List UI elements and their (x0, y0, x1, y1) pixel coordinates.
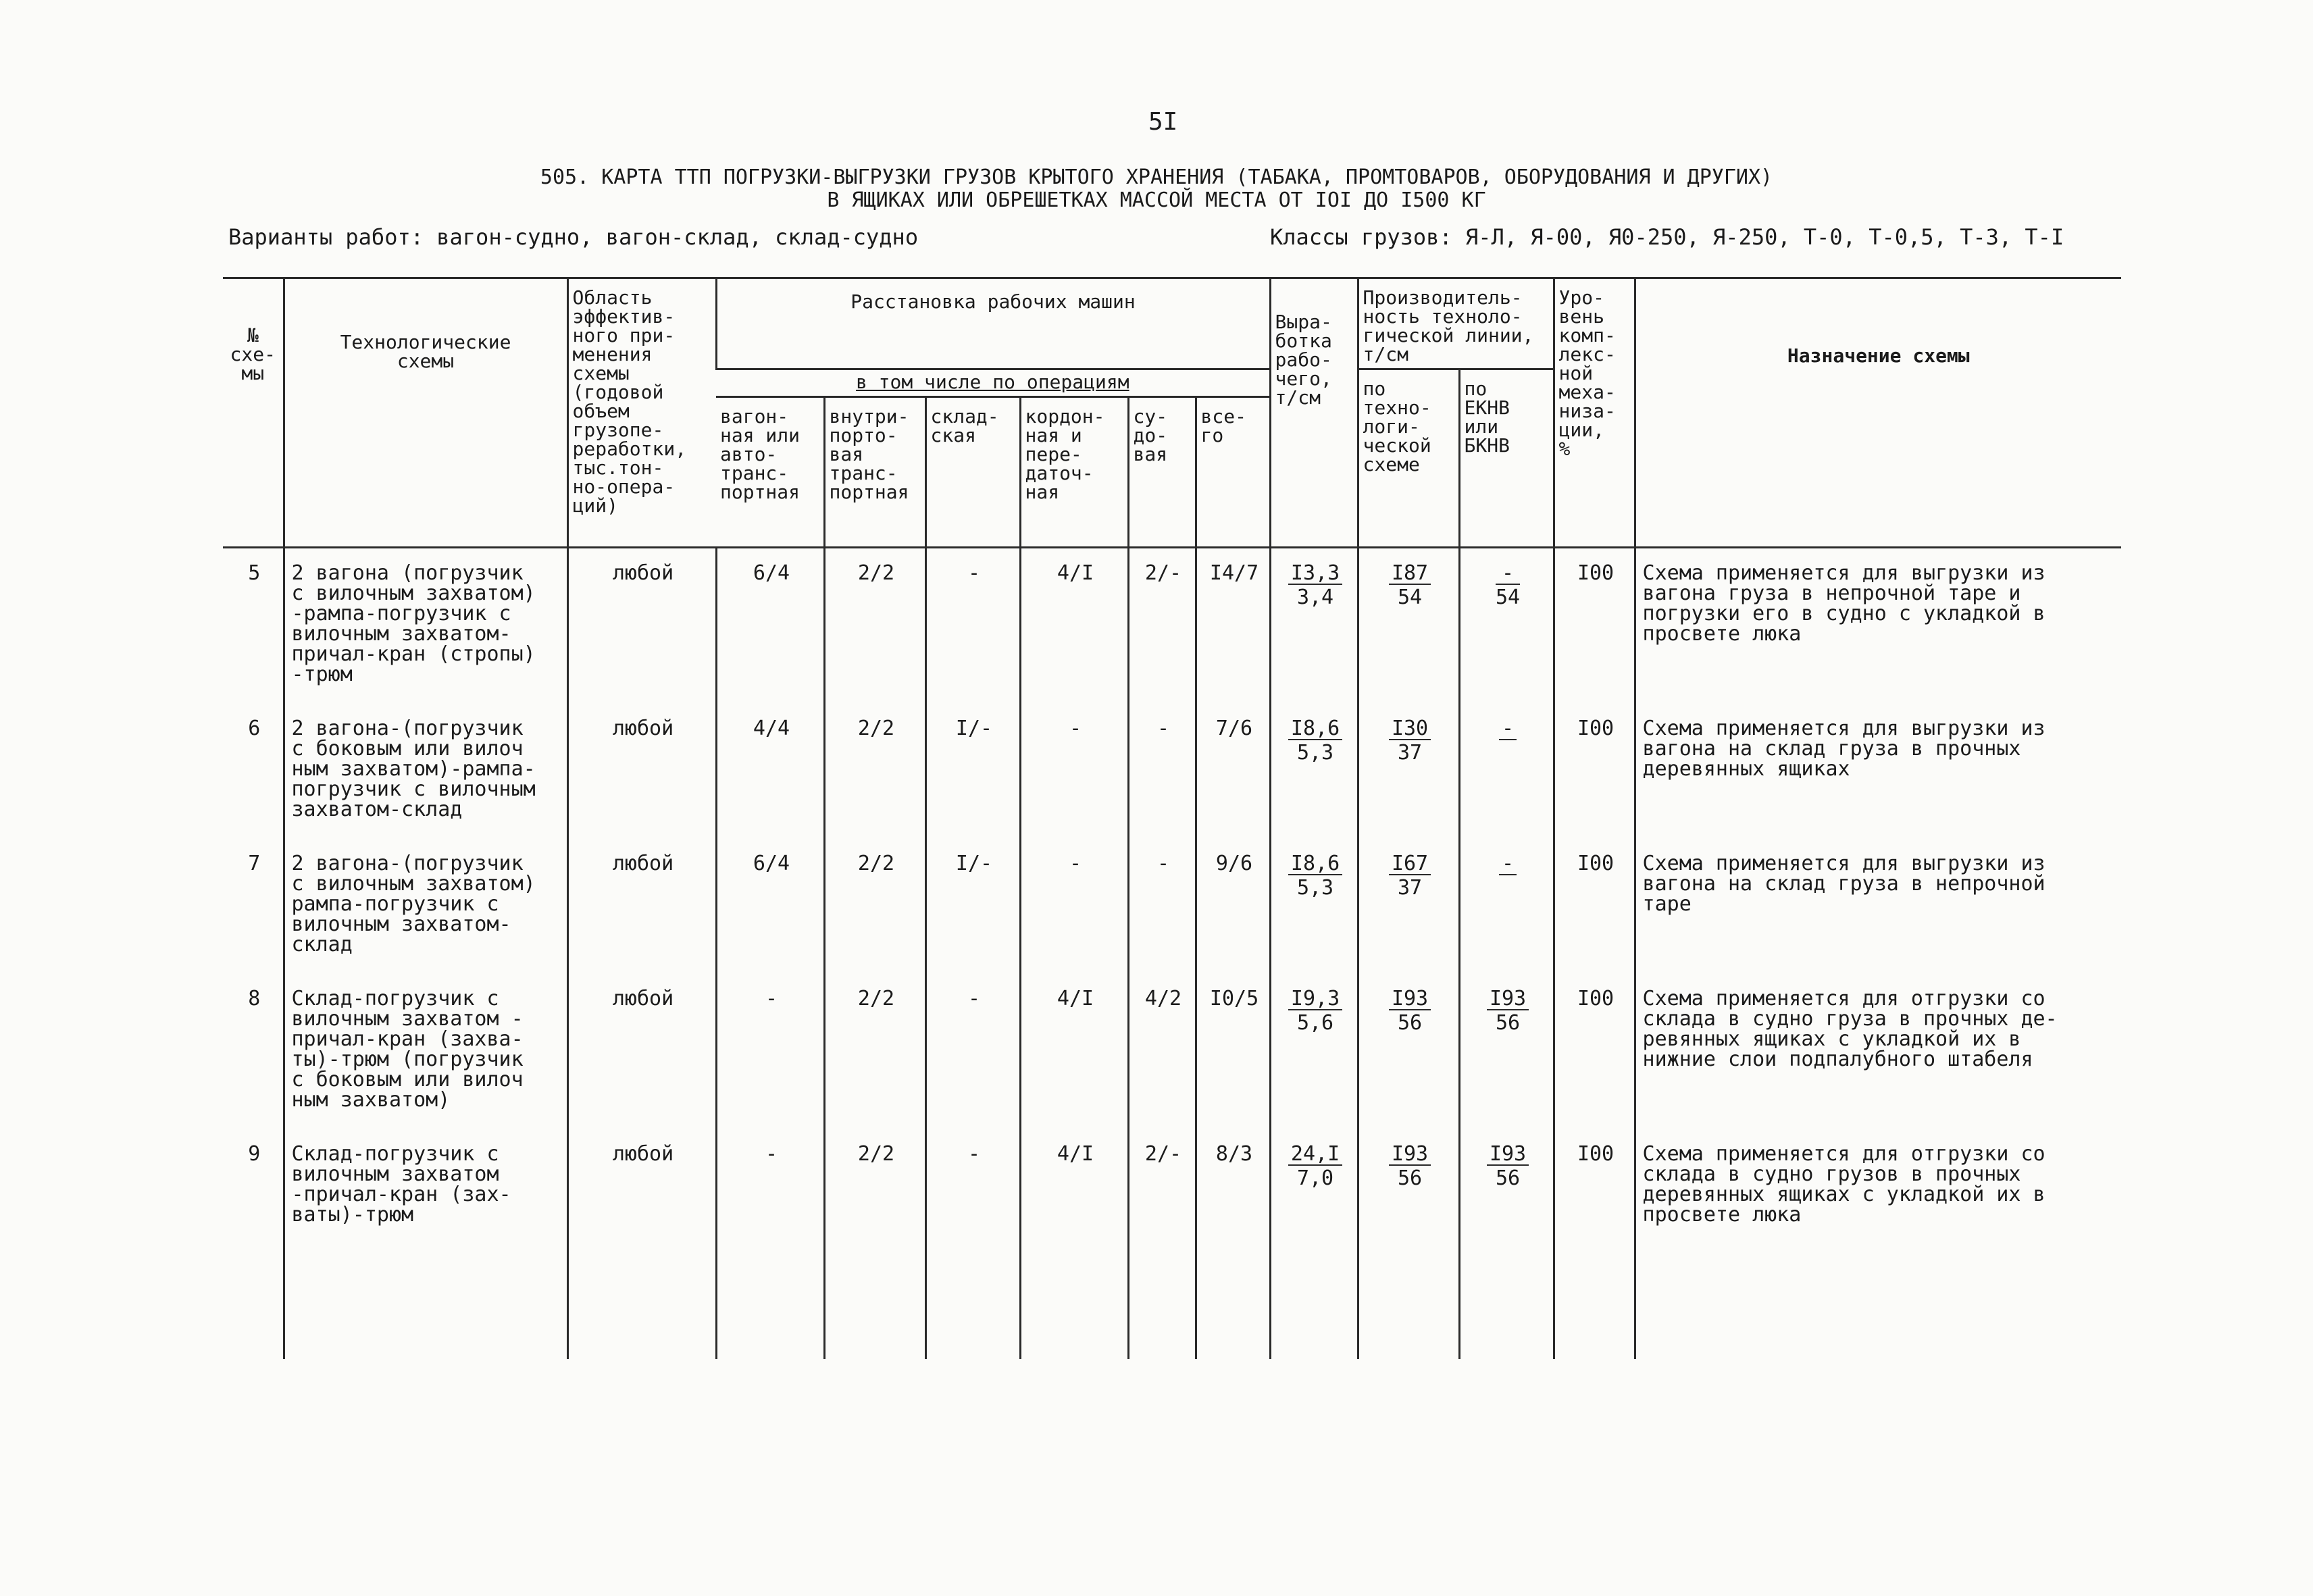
table-body (223, 548, 2121, 1360)
op-value: 4/2 (1128, 974, 1196, 1129)
scheme-number: 5 (248, 561, 261, 585)
empty-cell (716, 1244, 824, 1359)
empty-cell (1554, 1244, 1635, 1359)
op-value: 2/2 (824, 839, 925, 974)
empty-cell (1020, 1244, 1128, 1359)
prod-eknv-cell (1459, 548, 1554, 704)
cargo-classes: Классы грузов: Я-Л, Я-00, Я0-250, Я-250, Т-0, Т-0,5, Т-3, Т-I (1270, 224, 2064, 250)
prod-tech-fraction-top: I67 (1389, 854, 1431, 875)
op-value: 2/2 (824, 1129, 925, 1244)
mech-level: I00 (1554, 1129, 1635, 1244)
prod-eknv-fraction (1499, 719, 1517, 743)
scheme-number: 6 (248, 717, 261, 740)
prod-eknv-fraction-bottom: 56 (1495, 1011, 1521, 1035)
table-row (223, 974, 2121, 1129)
op-value: I/- (925, 839, 1020, 974)
output-cell (1270, 839, 1358, 974)
prod-eknv-cell (1459, 1129, 1554, 1244)
output-fraction-bottom: 5,3 (1296, 876, 1334, 900)
header-purpose: Назначение схемы (1635, 278, 2121, 548)
output-fraction (1288, 989, 1342, 1033)
output-fraction-top: I9,3 (1288, 989, 1342, 1010)
prod-eknv-fraction-bottom: 56 (1495, 1166, 1521, 1190)
op-value: - (1020, 839, 1128, 974)
op-value: 7/6 (1196, 704, 1270, 839)
empty-cell (1196, 1244, 1270, 1359)
empty-cell (1358, 1244, 1459, 1359)
table-row (223, 548, 2121, 704)
output-fraction-bottom: 7,0 (1296, 1166, 1334, 1190)
op-value: - (925, 1129, 1020, 1244)
prod-tech-fraction (1389, 1144, 1431, 1189)
title-line-1: 505. КАРТА ТТП ПОГРУЗКИ-ВЫГРУЗКИ ГРУЗОВ КРЫТОГО ХРАНЕНИЯ (ТАБАКА, ПРОМТОВАРОВ, ОБОРУДОВАНИЯ И ДРУГИХ) (540, 165, 1773, 189)
prod-tech-fraction-top: I93 (1389, 1144, 1431, 1166)
empty-cell (1459, 1244, 1554, 1359)
application-area: любой (567, 839, 716, 974)
mech-level: I00 (1554, 839, 1635, 974)
scheme-purpose: Схема применяется для отгрузки со склада в судно грузов в прочных деревянных ящиках с укладкой их в просвете люка (1635, 1129, 2121, 1244)
output-cell (1270, 704, 1358, 839)
header-tech-schemes: Технологические схемы (284, 278, 567, 548)
prod-tech-cell (1358, 704, 1459, 839)
application-area: любой (567, 548, 716, 704)
header-op-quay: кордон- ная и пере- даточ- ная (1020, 397, 1128, 548)
prod-tech-cell (1358, 974, 1459, 1129)
scheme-number: 8 (248, 987, 261, 1010)
title-line-2: В ЯЩИКАХ ИЛИ ОБРЕШЕТКАХ МАССОЙ МЕСТА ОТ IOI ДО I500 КГ (827, 188, 1486, 212)
tech-scheme-text: Склад-погрузчик с вилочным захватом - причал-кран (захва- ты)-трюм (погрузчик с боковым или вилоч ным захватом) (284, 974, 567, 1129)
tech-scheme-text: 2 вагона (погрузчик с вилочным захватом) -рампа-погрузчик с вилочным захватом- причал-кран (стропы) -трюм (284, 548, 567, 704)
tech-scheme-text: 2 вагона-(погрузчик с вилочным захватом) рампа-погрузчик с вилочным захватом- склад (284, 839, 567, 974)
output-fraction-top: I8,6 (1288, 854, 1342, 875)
scheme-purpose: Схема применяется для выгрузки из вагона на склад груза в прочных деревянных ящиках (1635, 704, 2121, 839)
header-op-total: все- го (1196, 397, 1270, 548)
op-value: 6/4 (716, 548, 824, 704)
header-productivity: Производитель- ность техноло- гической линии, т/см (1358, 278, 1554, 369)
prod-tech-fraction-bottom: 37 (1397, 876, 1423, 900)
work-variants: Варианты работ: вагон-судно, вагон-склад, склад-судно (228, 224, 919, 250)
output-fraction-bottom: 5,6 (1296, 1011, 1334, 1035)
prod-tech-cell (1358, 1129, 1459, 1244)
op-value: - (1128, 704, 1196, 839)
header-including: в том числе по операциям (716, 369, 1270, 397)
op-value: 4/I (1020, 548, 1128, 704)
prod-tech-fraction-bottom: 56 (1397, 1011, 1423, 1035)
op-value: I/- (925, 704, 1020, 839)
output-cell (1270, 1129, 1358, 1244)
mech-level: I00 (1554, 974, 1635, 1129)
table-empty-space (223, 1244, 2121, 1359)
scheme-number: 7 (248, 852, 261, 875)
empty-cell (1635, 1244, 2121, 1359)
output-cell (1270, 548, 1358, 704)
op-value: 2/- (1128, 1129, 1196, 1244)
empty-cell (223, 1244, 284, 1359)
mech-level: I00 (1554, 548, 1635, 704)
empty-cell (925, 1244, 1020, 1359)
output-fraction (1288, 563, 1342, 608)
op-value: - (716, 1129, 824, 1244)
header-prod-eknv: по ЕКНВ или БКНВ (1459, 369, 1554, 548)
prod-tech-fraction-bottom: 37 (1397, 741, 1423, 765)
op-value: - (1020, 704, 1128, 839)
op-value: 9/6 (1196, 839, 1270, 974)
prod-eknv-fraction-top: I93 (1487, 989, 1529, 1010)
prod-tech-fraction (1389, 719, 1431, 763)
header-mech-level: Уро- вень комп- лекс- ной меха- низа- ции, % (1554, 278, 1635, 548)
op-value: - (925, 548, 1020, 704)
prod-eknv-fraction-bottom (1499, 875, 1517, 878)
prod-eknv-fraction-top: - (1499, 854, 1517, 875)
header-op-wagon: вагон- ная или авто- транс- портная (716, 397, 824, 548)
table-header (223, 278, 2121, 548)
output-fraction (1288, 719, 1342, 763)
output-fraction-bottom: 3,4 (1296, 586, 1334, 609)
prod-tech-fraction-top: I93 (1389, 989, 1431, 1010)
tech-schemes-table (223, 277, 2121, 1359)
op-value: 2/2 (824, 704, 925, 839)
output-fraction-top: I8,6 (1288, 719, 1342, 740)
prod-tech-fraction-top: I30 (1389, 719, 1431, 740)
header-op-ship: су- до- вая (1128, 397, 1196, 548)
empty-cell (1128, 1244, 1196, 1359)
prod-tech-fraction-bottom: 54 (1397, 586, 1423, 609)
prod-tech-fraction-bottom: 56 (1397, 1166, 1423, 1190)
table-row (223, 1129, 2121, 1244)
output-cell (1270, 974, 1358, 1129)
header-op-inport: внутри- порто- вая транс- портная (824, 397, 925, 548)
tech-scheme-text: 2 вагона-(погрузчик с боковым или вилоч ным захватом)-рампа- погрузчик с вилочным захватом-склад (284, 704, 567, 839)
prod-eknv-cell (1459, 704, 1554, 839)
output-fraction-bottom: 5,3 (1296, 741, 1334, 765)
op-value: 4/I (1020, 974, 1128, 1129)
prod-tech-fraction-top: I87 (1389, 563, 1431, 585)
scheme-purpose: Схема применяется для выгрузки из вагона на склад груза в непрочной таре (1635, 839, 2121, 974)
scheme-purpose: Схема применяется для отгрузки со склада в судно груза в прочных де- ревянных ящиках с укладкой их в нижние слои подпалубного штабеля (1635, 974, 2121, 1129)
table-row (223, 839, 2121, 974)
prod-eknv-cell (1459, 974, 1554, 1129)
prod-eknv-fraction (1487, 989, 1529, 1033)
prod-eknv-fraction-top: - (1496, 563, 1520, 585)
application-area: любой (567, 974, 716, 1129)
op-value: 4/I (1020, 1129, 1128, 1244)
header-op-warehouse: склад- ская (925, 397, 1020, 548)
scheme-purpose: Схема применяется для выгрузки из вагона груза в непрочной таре и погрузки его в судно с укладкой в просвете люка (1635, 548, 2121, 704)
prod-eknv-fraction-top: I93 (1487, 1144, 1529, 1166)
page-number: 5I (1148, 108, 1178, 136)
scheme-number: 9 (248, 1142, 261, 1166)
op-value: 2/2 (824, 974, 925, 1129)
header-area: Область эффектив- ного при- менения схемы (годовой объем грузопе- реработки, тыс.тон- но-опера- ций) (567, 278, 716, 548)
document-title (0, 166, 2313, 212)
prod-tech-fraction (1389, 854, 1431, 898)
mech-level: I00 (1554, 704, 1635, 839)
op-value: - (925, 974, 1020, 1129)
application-area: любой (567, 1129, 716, 1244)
prod-eknv-fraction (1499, 854, 1517, 878)
prod-tech-fraction (1389, 563, 1431, 608)
output-fraction-top: I3,3 (1288, 563, 1342, 585)
header-output: Выра- ботка рабо- чего, т/см (1270, 278, 1358, 548)
application-area: любой (567, 704, 716, 839)
table-row (223, 704, 2121, 839)
header-arrangement: Расстановка рабочих машин (716, 278, 1270, 369)
output-fraction-top: 24,I (1288, 1144, 1342, 1166)
tech-scheme-text: Склад-погрузчик с вилочным захватом -причал-кран (зах- ваты)-трюм (284, 1129, 567, 1244)
op-value: I0/5 (1196, 974, 1270, 1129)
prod-eknv-fraction (1496, 563, 1520, 608)
empty-cell (284, 1244, 567, 1359)
output-fraction (1288, 854, 1342, 898)
empty-cell (824, 1244, 925, 1359)
prod-eknv-fraction-bottom (1499, 740, 1517, 743)
prod-eknv-fraction-bottom: 54 (1495, 586, 1521, 609)
empty-cell (567, 1244, 716, 1359)
header-scheme-no: № схе- мы (230, 324, 276, 384)
op-value: 6/4 (716, 839, 824, 974)
header-prod-tech: по техно- логи- ческой схеме (1358, 369, 1459, 548)
prod-tech-cell (1358, 548, 1459, 704)
prod-tech-cell (1358, 839, 1459, 974)
op-value: I4/7 (1196, 548, 1270, 704)
op-value: 8/3 (1196, 1129, 1270, 1244)
op-value: 2/- (1128, 548, 1196, 704)
prod-tech-fraction (1389, 989, 1431, 1033)
prod-eknv-fraction-top: - (1499, 719, 1517, 740)
op-value: - (716, 974, 824, 1129)
prod-eknv-fraction (1487, 1144, 1529, 1189)
empty-cell (1270, 1244, 1358, 1359)
op-value: 2/2 (824, 548, 925, 704)
op-value: - (1128, 839, 1196, 974)
op-value: 4/4 (716, 704, 824, 839)
prod-eknv-cell (1459, 839, 1554, 974)
output-fraction (1288, 1144, 1342, 1189)
